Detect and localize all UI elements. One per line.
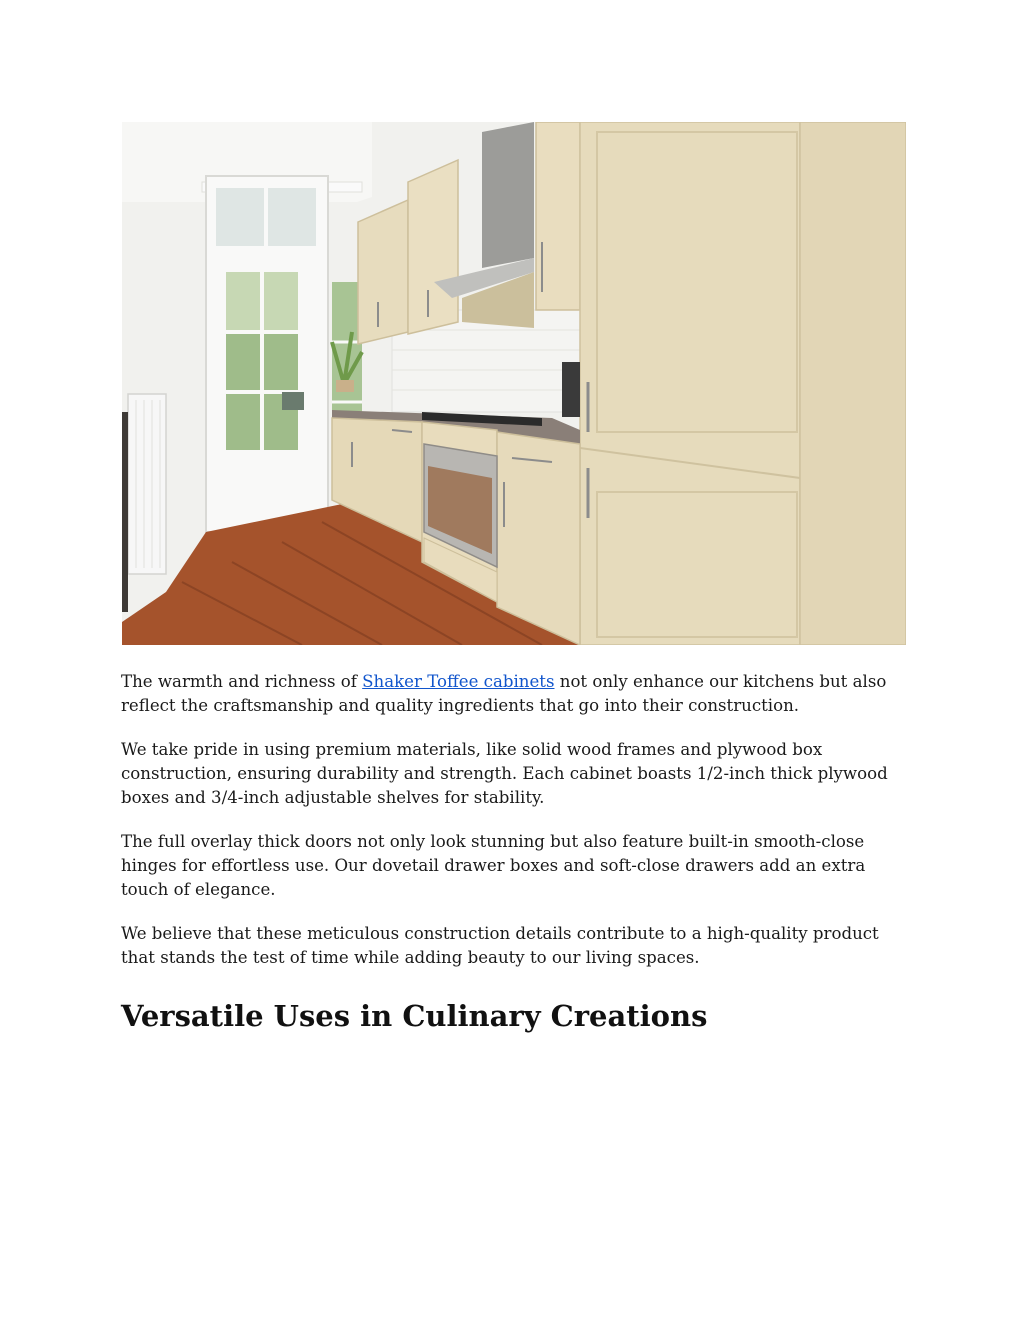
intro-paragraph	[121, 670, 907, 718]
intro-text-end: not only enhance our kitchens but also reflect the craftsmanship and quality ingredients that go into their construction.	[121, 672, 887, 715]
article-body	[121, 670, 907, 1036]
tall-cabinets	[580, 122, 906, 645]
shaker-toffee-cabinets-link[interactable]: Shaker Toffee cabinets	[362, 672, 555, 691]
section-heading: Versatile Uses in Culinary Creations	[121, 999, 708, 1033]
radiator	[128, 394, 166, 574]
kitchen-photo	[122, 122, 906, 645]
doors-paragraph: The full overlay thick doors not only look stunning but also feature built-in smooth-close hinges for effortless use. Our dovetail drawer boxes and soft-close drawers add an extra touch of elegance.	[121, 832, 866, 899]
intro-text-start: The warmth and richness of	[121, 672, 363, 691]
materials-paragraph: We take pride in using premium materials, like solid wood frames and plywood box construction, ensuring durability and strength. Each cabinet boasts 1/2-inch thick plywood boxes and 3/4-inch adjustable shelves for stability.	[121, 740, 888, 807]
quality-paragraph: We believe that these meticulous construction details contribute to a high-quality product that stands the test of time while adding beauty to our living spaces.	[121, 924, 879, 967]
